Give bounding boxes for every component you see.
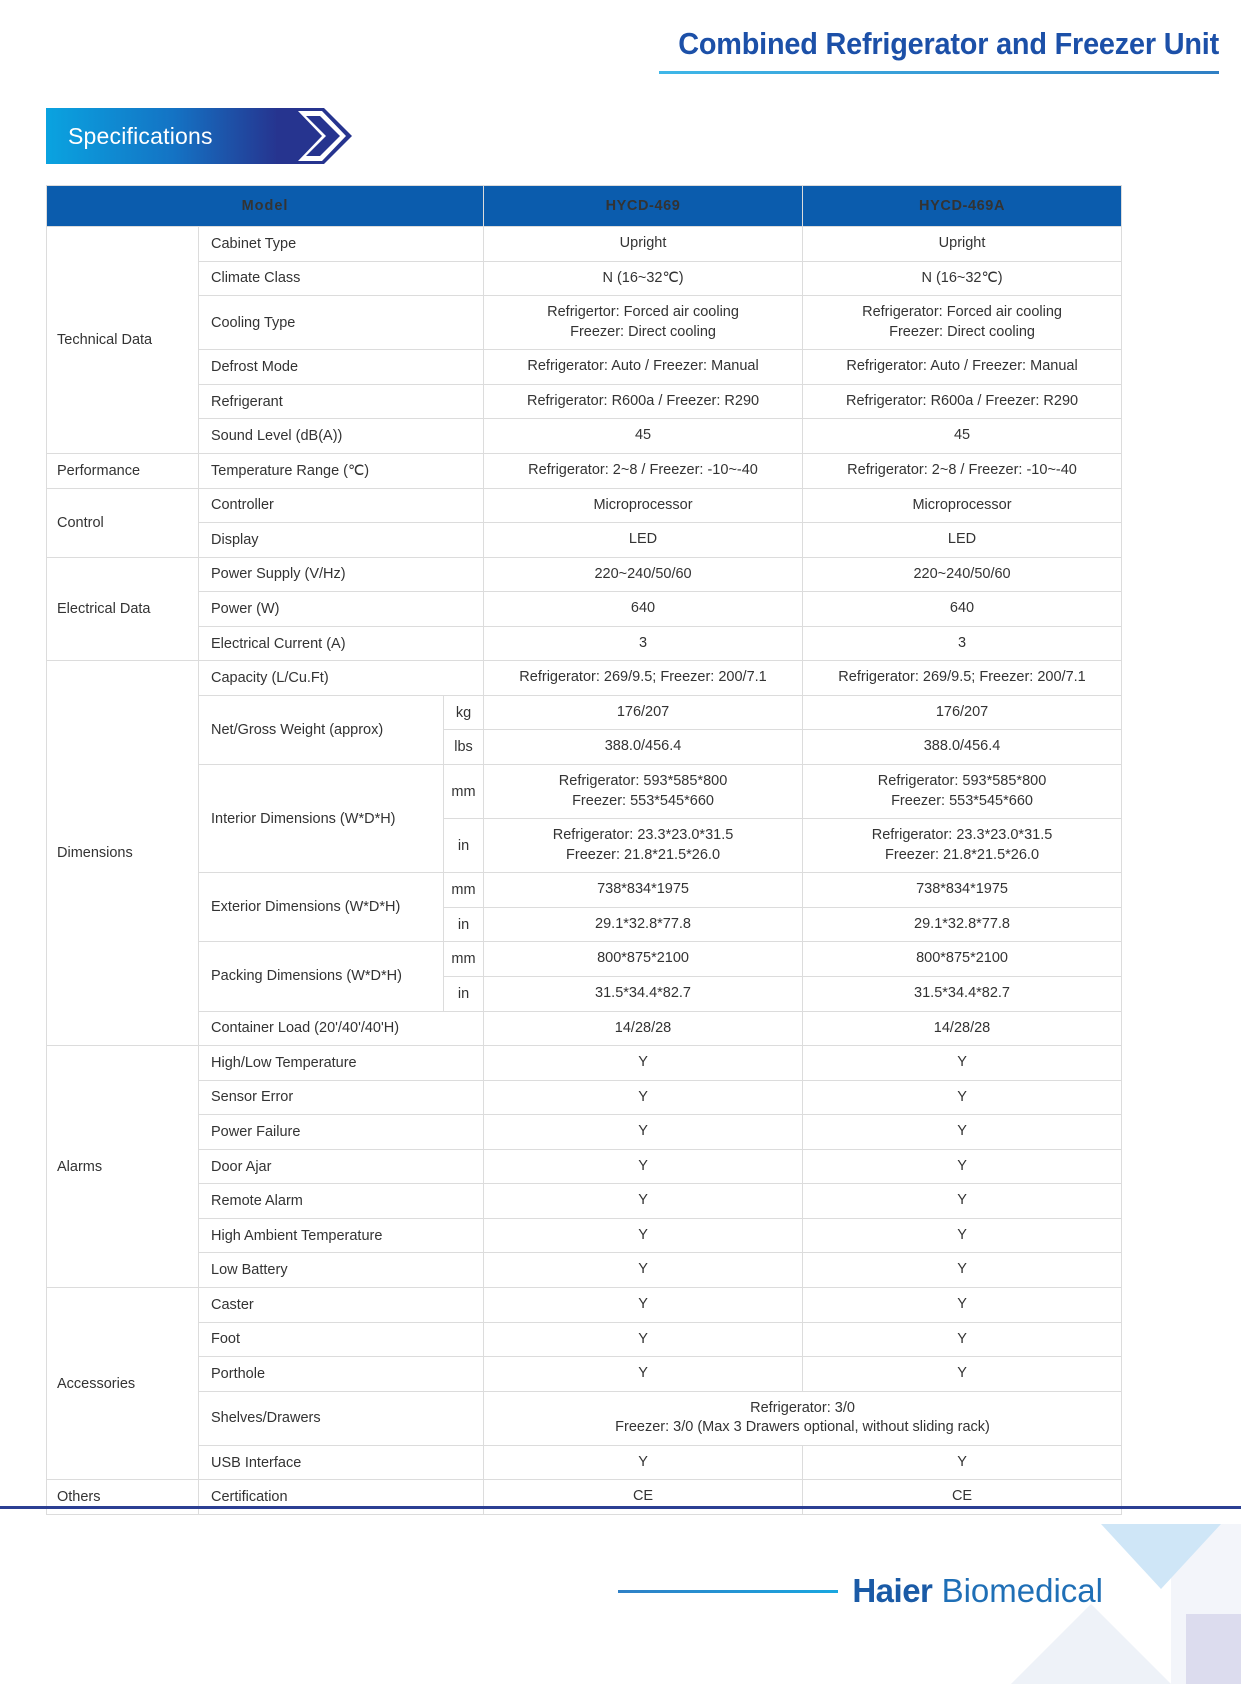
table-row [47, 488, 1122, 523]
brand-biomedical: Biomedical [941, 1572, 1103, 1609]
value-line: Freezer: 553*545*660 [572, 792, 714, 809]
page-title: Combined Refrigerator and Freezer Unit [678, 26, 1219, 61]
brand-logo [618, 1572, 1103, 1610]
value-cell-model-2 [803, 819, 1122, 873]
value-line: Y [957, 1157, 967, 1174]
table-body [47, 227, 1122, 1515]
value-line: Y [957, 1365, 967, 1382]
value-cell-model-2 [803, 873, 1122, 908]
specifications-badge [46, 108, 372, 164]
table-row [47, 1149, 1122, 1184]
value-line: Refrigerator: 269/9.5; Freezer: 200/7.1 [519, 669, 767, 686]
value-line: Freezer: 21.8*21.5*26.0 [566, 846, 721, 863]
value-line: Y [957, 1123, 967, 1140]
value-cell-model-2 [803, 1149, 1122, 1184]
table-row [47, 523, 1122, 558]
value-cell-model-2 [803, 488, 1122, 523]
table-row [47, 765, 1122, 819]
page-footer [0, 1524, 1241, 1684]
category-cell: Accessories [47, 1288, 199, 1480]
table-row [47, 1080, 1122, 1115]
spec-name-cell: Refrigerant [199, 384, 484, 419]
value-cell-model-2 [803, 1080, 1122, 1115]
unit-cell: mm [444, 942, 484, 977]
value-line: Y [638, 1226, 648, 1243]
value-line: 176/207 [616, 703, 670, 720]
badge-body [46, 108, 278, 164]
badge-label: Specifications [68, 122, 213, 149]
spec-name-cell: High Ambient Temperature [199, 1218, 484, 1253]
spec-name-cell: Power Failure [199, 1115, 484, 1150]
value-line: 640 [630, 600, 656, 617]
spec-name-cell: Power Supply (V/Hz) [199, 557, 484, 592]
value-cell-model-2 [803, 695, 1122, 730]
value-line: N (16~32℃) [921, 269, 1003, 286]
table-row [47, 557, 1122, 592]
category-cell: Others [47, 1480, 199, 1515]
table-row [47, 626, 1122, 661]
value-line: Refrigerator: 2~8 / Freezer: -10~-40 [847, 461, 1077, 478]
value-cell-model-1 [484, 1011, 803, 1046]
value-line: 388.0/456.4 [923, 738, 1001, 755]
value-cell-model-2 [803, 261, 1122, 296]
table-header-row [47, 186, 1122, 227]
table-row [47, 1391, 1122, 1445]
table-row [47, 1115, 1122, 1150]
value-line: Y [957, 1054, 967, 1071]
value-cell-model-2 [803, 1357, 1122, 1392]
value-line: Y [638, 1453, 648, 1470]
value-line: Refrigerator: R600a / Freezer: R290 [526, 392, 760, 409]
value-line: Refrigerator: 3/0 [750, 1399, 855, 1416]
value-line: Y [638, 1123, 648, 1140]
value-cell-model-2 [803, 419, 1122, 454]
value-line: Refrigerator: Auto / Freezer: Manual [527, 358, 759, 375]
value-cell-model-1 [484, 296, 803, 350]
unit-cell: in [444, 907, 484, 942]
unit-cell: kg [444, 695, 484, 730]
specifications-table-wrap [46, 185, 1121, 1515]
value-cell-model-2 [803, 1288, 1122, 1323]
value-line: Refrigerator: 23.3*23.0*31.5 [871, 827, 1053, 844]
value-cell-model-1 [484, 557, 803, 592]
value-cell-model-1 [484, 819, 803, 873]
value-line: 3 [638, 634, 648, 651]
chevron-right-icon [276, 108, 372, 164]
value-line: 176/207 [935, 703, 989, 720]
column-header-model-1: HYCD-469 [484, 186, 803, 227]
page-header [541, 26, 1241, 74]
value-line: Y [638, 1261, 648, 1278]
value-cell-model-2 [803, 1218, 1122, 1253]
spec-name-cell: Cooling Type [199, 296, 484, 350]
value-line: Y [957, 1330, 967, 1347]
value-cell-model-2 [803, 1011, 1122, 1046]
spec-name-cell: Remote Alarm [199, 1184, 484, 1219]
value-line: Refrigerator: Auto / Freezer: Manual [846, 358, 1078, 375]
table-row [47, 1218, 1122, 1253]
value-line: Y [638, 1088, 648, 1105]
value-cell-model-1 [484, 695, 803, 730]
value-cell-model-2 [803, 626, 1122, 661]
value-cell-model-1 [484, 976, 803, 1011]
value-line: Y [957, 1261, 967, 1278]
value-cell-merged [484, 1391, 1122, 1445]
spec-name-cell: Container Load (20'/40'/40'H) [199, 1011, 484, 1046]
column-header-model-2: HYCD-469A [803, 186, 1122, 227]
value-cell-model-2 [803, 1115, 1122, 1150]
value-cell-model-1 [484, 1184, 803, 1219]
value-cell-model-1 [484, 419, 803, 454]
table-row [47, 873, 1122, 908]
table-row [47, 661, 1122, 696]
value-line: Refrigertor: Forced air cooling [547, 304, 739, 321]
value-line: Y [638, 1330, 648, 1347]
value-cell-model-2 [803, 557, 1122, 592]
value-line: Y [638, 1296, 648, 1312]
value-line: 31.5*34.4*82.7 [595, 984, 691, 1001]
value-cell-model-2 [803, 1322, 1122, 1357]
value-cell-model-1 [484, 942, 803, 977]
value-cell-model-1 [484, 488, 803, 523]
value-line: 3 [957, 634, 967, 651]
value-cell-model-2 [803, 907, 1122, 942]
table-row [47, 592, 1122, 627]
value-line: Refrigerator: Forced air cooling [862, 304, 1062, 321]
table-row [47, 1322, 1122, 1357]
value-cell-model-1 [484, 907, 803, 942]
table-row [47, 1480, 1122, 1515]
table-row [47, 1011, 1122, 1046]
table-header [47, 186, 1122, 227]
value-line: 45 [953, 427, 971, 444]
spec-name-cell: Packing Dimensions (W*D*H) [199, 942, 444, 1011]
value-line: Freezer: Direct cooling [889, 323, 1035, 340]
value-cell-model-1 [484, 350, 803, 385]
value-cell-model-2 [803, 592, 1122, 627]
value-cell-model-1 [484, 1115, 803, 1150]
table-row [47, 384, 1122, 419]
spec-name-cell: Shelves/Drawers [199, 1391, 484, 1445]
value-line: 14/28/28 [614, 1019, 672, 1036]
value-cell-model-2 [803, 523, 1122, 558]
table-row [47, 1357, 1122, 1392]
table-row [47, 1445, 1122, 1480]
value-line: Y [957, 1296, 967, 1312]
category-cell: Alarms [47, 1046, 199, 1288]
value-line: 800*875*2100 [916, 950, 1008, 967]
value-line: LED [947, 531, 977, 548]
value-line: 738*834*1975 [916, 881, 1008, 898]
value-line: 14/28/28 [933, 1019, 991, 1036]
value-cell-model-2 [803, 1480, 1122, 1515]
value-cell-model-1 [484, 1149, 803, 1184]
table-row [47, 419, 1122, 454]
value-cell-model-1 [484, 1288, 803, 1323]
value-cell-model-2 [803, 1445, 1122, 1480]
value-cell-model-1 [484, 1080, 803, 1115]
category-cell: Technical Data [47, 227, 199, 454]
value-line: Refrigerator: 2~8 / Freezer: -10~-40 [528, 461, 758, 478]
spec-name-cell: Caster [199, 1288, 484, 1323]
value-line: 640 [949, 600, 975, 617]
table-row [47, 453, 1122, 488]
spec-name-cell: Low Battery [199, 1253, 484, 1288]
spec-name-cell: Door Ajar [199, 1149, 484, 1184]
value-line: Y [957, 1192, 967, 1209]
value-line: Freezer: Direct cooling [570, 323, 716, 340]
value-line: 29.1*32.8*77.8 [914, 915, 1010, 932]
unit-cell: in [444, 819, 484, 873]
value-cell-model-2 [803, 1046, 1122, 1081]
value-line: Y [638, 1192, 648, 1209]
value-line: Refrigerator: R600a / Freezer: R290 [845, 392, 1079, 409]
unit-cell: in [444, 976, 484, 1011]
value-cell-model-1 [484, 453, 803, 488]
table-row [47, 1046, 1122, 1081]
value-cell-model-2 [803, 976, 1122, 1011]
value-line: CE [632, 1488, 654, 1505]
value-line: Upright [938, 235, 986, 251]
table-row [47, 1288, 1122, 1323]
value-line: N (16~32℃) [602, 269, 684, 286]
value-cell-model-1 [484, 1357, 803, 1392]
spec-name-cell: USB Interface [199, 1445, 484, 1480]
value-cell-model-1 [484, 626, 803, 661]
spec-name-cell: Defrost Mode [199, 350, 484, 385]
spec-name-cell: Interior Dimensions (W*D*H) [199, 765, 444, 873]
spec-name-cell: Temperature Range (℃) [199, 453, 484, 488]
value-line: Y [638, 1365, 648, 1382]
value-line: CE [951, 1488, 973, 1505]
unit-cell: mm [444, 873, 484, 908]
value-line: 45 [634, 427, 652, 444]
spec-name-cell: Exterior Dimensions (W*D*H) [199, 873, 444, 942]
value-cell-model-1 [484, 592, 803, 627]
value-line: 29.1*32.8*77.8 [595, 915, 691, 932]
value-cell-model-2 [803, 765, 1122, 819]
table-row [47, 227, 1122, 262]
value-line: Microprocessor [593, 496, 693, 513]
spec-name-cell: Foot [199, 1322, 484, 1357]
value-line: Upright [619, 235, 667, 251]
category-cell: Control [47, 488, 199, 557]
value-cell-model-1 [484, 873, 803, 908]
value-line: Y [957, 1226, 967, 1243]
value-cell-model-2 [803, 384, 1122, 419]
value-cell-model-1 [484, 1218, 803, 1253]
value-line: Y [957, 1088, 967, 1105]
value-cell-model-2 [803, 1184, 1122, 1219]
brand-name [852, 1572, 1103, 1610]
spec-name-cell: Certification [199, 1480, 484, 1515]
value-line: 800*875*2100 [597, 950, 689, 967]
value-line: Freezer: 21.8*21.5*26.0 [885, 846, 1040, 863]
value-line: LED [628, 531, 658, 548]
value-cell-model-1 [484, 227, 803, 262]
spec-name-cell: Net/Gross Weight (approx) [199, 695, 444, 764]
logo-rule [618, 1590, 838, 1593]
table-row [47, 350, 1122, 385]
footer-divider [0, 1506, 1241, 1509]
category-cell: Dimensions [47, 661, 199, 1046]
table-row [47, 296, 1122, 350]
column-header-model: Model [47, 186, 484, 227]
value-cell-model-1 [484, 730, 803, 765]
table-row [47, 1253, 1122, 1288]
value-cell-model-2 [803, 1253, 1122, 1288]
category-cell: Performance [47, 453, 199, 488]
value-cell-model-1 [484, 765, 803, 819]
table-row [47, 261, 1122, 296]
table-row [47, 942, 1122, 977]
spec-name-cell: Electrical Current (A) [199, 626, 484, 661]
spec-name-cell: High/Low Temperature [199, 1046, 484, 1081]
spec-name-cell: Cabinet Type [199, 227, 484, 262]
value-line: Y [957, 1453, 967, 1470]
spec-name-cell: Porthole [199, 1357, 484, 1392]
value-line: Y [638, 1157, 648, 1174]
value-cell-model-1 [484, 1046, 803, 1081]
spec-name-cell: Power (W) [199, 592, 484, 627]
value-line: 220~240/50/60 [594, 565, 692, 582]
spec-name-cell: Display [199, 523, 484, 558]
value-cell-model-1 [484, 261, 803, 296]
value-cell-model-1 [484, 1445, 803, 1480]
value-cell-model-2 [803, 227, 1122, 262]
header-divider [659, 71, 1219, 74]
value-cell-model-2 [803, 453, 1122, 488]
value-line: Refrigerator: 593*585*800 [558, 773, 728, 789]
value-line: 31.5*34.4*82.7 [914, 984, 1010, 1001]
value-line: Freezer: 553*545*660 [891, 792, 1033, 809]
spec-name-cell: Capacity (L/Cu.Ft) [199, 661, 484, 696]
value-cell-model-2 [803, 296, 1122, 350]
value-line: 220~240/50/60 [913, 565, 1011, 582]
value-cell-model-1 [484, 1253, 803, 1288]
value-line: 738*834*1975 [597, 881, 689, 898]
value-line: Y [638, 1054, 648, 1071]
specifications-table [46, 185, 1122, 1515]
brand-haier: Haier [852, 1572, 933, 1609]
value-cell-model-1 [484, 661, 803, 696]
spec-name-cell: Controller [199, 488, 484, 523]
value-line: Refrigerator: 23.3*23.0*31.5 [552, 827, 734, 844]
value-cell-model-2 [803, 661, 1122, 696]
value-line: 388.0/456.4 [604, 738, 682, 755]
table-row [47, 695, 1122, 730]
spec-name-cell: Climate Class [199, 261, 484, 296]
value-cell-model-1 [484, 1480, 803, 1515]
value-line: Refrigerator: 593*585*800 [877, 773, 1047, 789]
value-cell-model-2 [803, 350, 1122, 385]
value-cell-model-1 [484, 1322, 803, 1357]
spec-name-cell: Sensor Error [199, 1080, 484, 1115]
value-line: Freezer: 3/0 (Max 3 Drawers optional, without sliding rack) [615, 1419, 990, 1436]
value-cell-model-2 [803, 942, 1122, 977]
spec-name-cell: Sound Level (dB(A)) [199, 419, 484, 454]
value-line: Refrigerator: 269/9.5; Freezer: 200/7.1 [838, 669, 1086, 686]
value-line: Microprocessor [912, 496, 1012, 513]
category-cell: Electrical Data [47, 557, 199, 661]
table-row [47, 1184, 1122, 1219]
value-cell-model-1 [484, 523, 803, 558]
value-cell-model-2 [803, 730, 1122, 765]
unit-cell: mm [444, 765, 484, 819]
unit-cell: lbs [444, 730, 484, 765]
value-cell-model-1 [484, 384, 803, 419]
